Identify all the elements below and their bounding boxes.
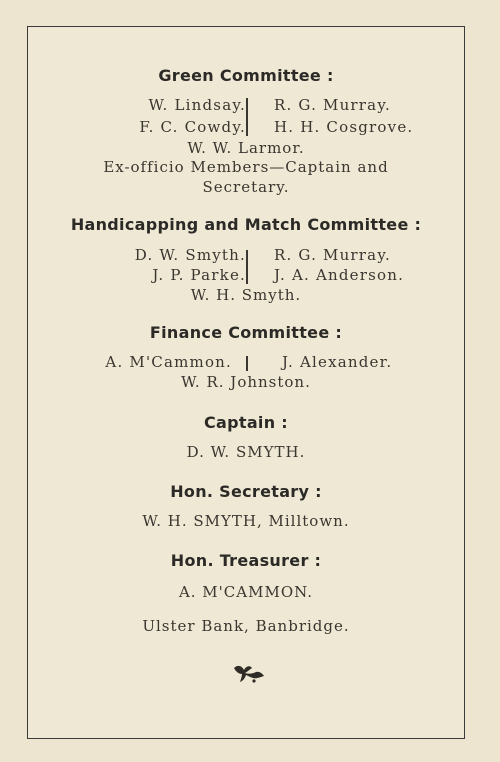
leaf-ornament-icon: [232, 662, 266, 684]
column-divider: [246, 98, 248, 136]
column-divider: [246, 356, 248, 371]
green-committee-heading: Green Committee :: [158, 66, 334, 85]
bank-name: Ulster Bank, Banbridge.: [142, 617, 350, 635]
member-name: D. W. Smyth.: [134, 246, 246, 264]
member-name: W. R. Johnston.: [181, 373, 311, 391]
ex-officio-line: Secretary.: [202, 178, 290, 196]
member-name: A. M'Cammon.: [105, 353, 232, 371]
member-name: F. C. Cowdy.: [139, 118, 246, 136]
member-name: R. G. Murray.: [274, 246, 391, 264]
member-name: W. Lindsay.: [148, 96, 246, 114]
finance-committee-heading: Finance Committee :: [149, 323, 343, 342]
member-name: W. H. Smyth.: [190, 286, 302, 304]
column-divider: [246, 250, 248, 284]
hon-treasurer-heading: Hon. Treasurer :: [170, 551, 322, 570]
member-name: J. Alexander.: [282, 353, 393, 371]
hon-secretary-heading: Hon. Secretary :: [170, 482, 322, 501]
handicapping-committee-heading: Handicapping and Match Committee :: [70, 215, 422, 234]
member-name: J. P. Parke.: [152, 266, 246, 284]
member-name: H. H. Cosgrove.: [274, 118, 414, 136]
member-name: W. W. Larmor.: [187, 139, 305, 157]
captain-name: D. W. SMYTH.: [186, 443, 306, 461]
ex-officio-line: Ex-officio Members—Captain and: [103, 158, 389, 176]
member-name: J. A. Anderson.: [274, 266, 405, 284]
captain-heading: Captain :: [204, 413, 288, 432]
hon-secretary-name: W. H. SMYTH, Milltown.: [142, 512, 350, 530]
member-name: R. G. Murray.: [274, 96, 391, 114]
hon-treasurer-name: A. M'CAMMON.: [178, 583, 314, 601]
page-frame: [27, 26, 465, 739]
